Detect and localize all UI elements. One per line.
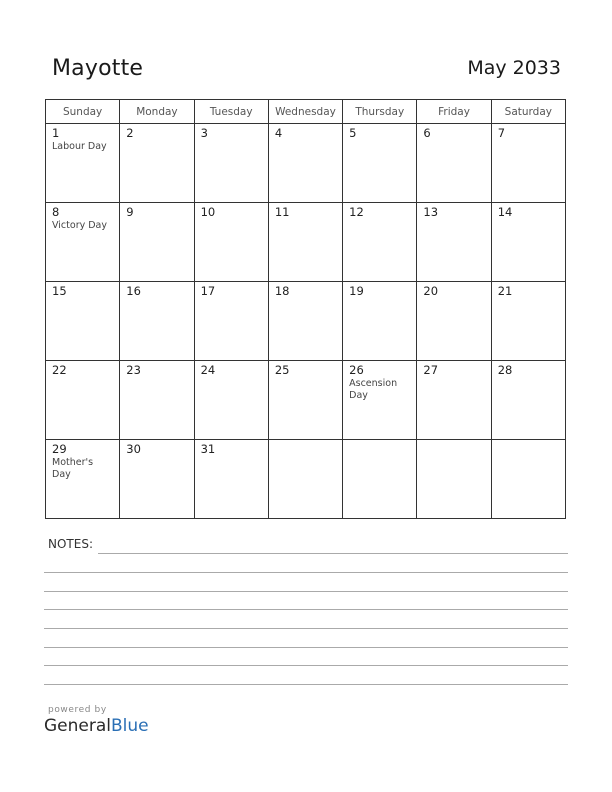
weekday-header: Tuesday: [194, 100, 268, 124]
calendar-day-cell: [343, 361, 417, 440]
calendar-week-row: [46, 440, 566, 519]
day-number: 26: [349, 363, 364, 377]
holiday-label: Labour Day: [52, 141, 107, 152]
weekday-header: Saturday: [491, 100, 565, 124]
weekday-header: Friday: [417, 100, 491, 124]
notes-line: [44, 665, 568, 666]
calendar-day-cell: [343, 282, 417, 361]
weekday-header: Wednesday: [268, 100, 342, 124]
day-number: 31: [200, 442, 216, 456]
calendar-day-cell: [343, 440, 417, 519]
notes-label: NOTES:: [48, 537, 93, 551]
calendar-day-cell: [46, 440, 120, 519]
calendar-body: [46, 124, 566, 519]
calendar-day-cell: [46, 361, 120, 440]
day-number: 3: [200, 126, 208, 140]
brand-blue-text: Blue: [111, 716, 149, 736]
calendar-day-cell: [491, 361, 565, 440]
calendar-day-cell: [268, 361, 342, 440]
day-number: 5: [349, 126, 357, 140]
brand-logo: [44, 716, 149, 736]
day-number: 17: [200, 284, 216, 298]
notes-line: [44, 572, 568, 573]
calendar-day-cell: [120, 361, 194, 440]
calendar-week-row: [46, 361, 566, 440]
weekday-header: Monday: [120, 100, 194, 124]
calendar-day-cell: [417, 440, 491, 519]
day-number: 6: [423, 126, 431, 140]
calendar-day-cell: [417, 124, 491, 203]
calendar-day-cell: [194, 361, 268, 440]
notes-line: [44, 647, 568, 648]
calendar-day-cell: [491, 124, 565, 203]
holiday-label: Victory Day: [52, 220, 107, 231]
calendar-day-cell: [417, 282, 491, 361]
brand-general-text: General: [44, 716, 111, 736]
day-number: 12: [349, 205, 364, 219]
calendar-day-cell: [268, 282, 342, 361]
calendar-day-cell: [417, 361, 491, 440]
calendar-day-cell: [268, 124, 342, 203]
notes-line: [98, 553, 568, 554]
calendar-day-cell: [343, 124, 417, 203]
day-number: 14: [497, 205, 513, 219]
day-number: 4: [274, 126, 283, 140]
calendar-day-cell: [194, 203, 268, 282]
notes-line: [44, 628, 568, 629]
calendar-title: Mayotte: [52, 56, 144, 81]
calendar-day-cell: [417, 203, 491, 282]
calendar-day-cell: [120, 203, 194, 282]
calendar-day-cell: [194, 282, 268, 361]
day-number: 18: [274, 284, 290, 298]
calendar-week-row: [46, 282, 566, 361]
calendar-day-cell: [120, 440, 194, 519]
calendar-day-cell: [46, 203, 120, 282]
day-number: 25: [274, 363, 290, 377]
calendar-day-cell: [343, 203, 417, 282]
day-number: 8: [52, 205, 60, 219]
calendar-week-row: [46, 203, 566, 282]
day-number: 27: [423, 363, 439, 377]
day-number: 1: [52, 126, 60, 140]
notes-line: [44, 609, 568, 610]
day-number: 2: [126, 126, 134, 140]
calendar-day-cell: [491, 440, 565, 519]
day-number: 10: [200, 205, 216, 219]
day-number: 15: [52, 284, 67, 298]
holiday-label: Mother's Day: [52, 457, 94, 480]
calendar-grid: [45, 99, 566, 519]
notes-line: [44, 591, 568, 592]
day-number: 7: [497, 126, 506, 140]
notes-line: [44, 684, 568, 685]
calendar-day-cell: [268, 440, 342, 519]
day-number: 23: [126, 363, 141, 377]
day-number: 19: [349, 284, 364, 298]
day-number: 21: [497, 284, 513, 298]
powered-by-text: powered by: [48, 705, 107, 715]
calendar-week-row: [46, 124, 566, 203]
weekday-header: Sunday: [46, 100, 120, 124]
calendar-day-cell: [491, 282, 565, 361]
calendar-day-cell: [491, 203, 565, 282]
holiday-label: Ascension Day: [349, 378, 398, 401]
calendar-day-cell: [120, 282, 194, 361]
calendar-day-cell: [194, 124, 268, 203]
day-number: 11: [274, 205, 290, 219]
day-number: 20: [423, 284, 439, 298]
calendar-day-cell: [268, 203, 342, 282]
day-number: 28: [497, 363, 513, 377]
day-number: 13: [423, 205, 439, 219]
calendar-day-cell: [194, 440, 268, 519]
calendar-day-cell: [46, 282, 120, 361]
day-number: 24: [200, 363, 216, 377]
calendar-day-cell: [46, 124, 120, 203]
calendar-day-cell: [120, 124, 194, 203]
weekday-header-row: [46, 100, 566, 124]
day-number: 22: [52, 363, 67, 377]
day-number: 9: [126, 205, 134, 219]
day-number: 30: [126, 442, 141, 456]
weekday-header: Thursday: [343, 100, 417, 124]
day-number: 16: [126, 284, 141, 298]
calendar-month: May 2033: [467, 57, 561, 79]
day-number: 29: [52, 442, 67, 456]
